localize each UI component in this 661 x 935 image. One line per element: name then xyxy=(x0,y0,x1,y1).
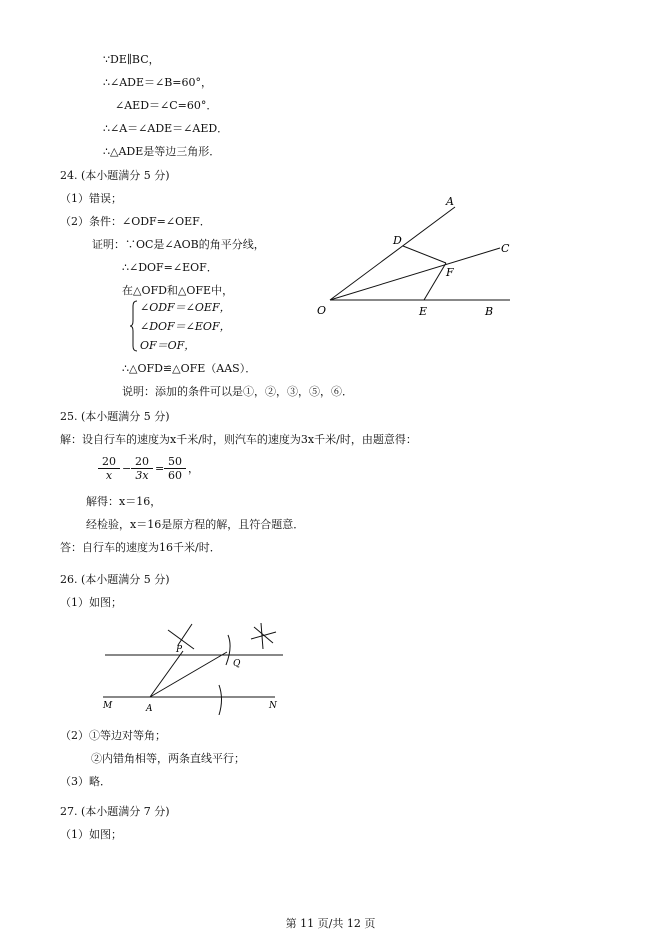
label-p: P xyxy=(176,645,183,655)
q24-system-eq3: OF＝OF， xyxy=(140,339,196,352)
segment-aq xyxy=(150,652,227,697)
label-m: M xyxy=(103,701,113,711)
q24-part2: （2）条件：∠ODF=∠OEF． xyxy=(60,215,211,228)
ray-oa xyxy=(330,207,455,300)
q25-verification: 经检验，x＝16是原方程的解，且符合题意． xyxy=(86,518,305,531)
q26-part2a: （2）①等边对等角； xyxy=(60,729,166,742)
q24-proof-line3: 在△OFD和△OFE中， xyxy=(122,284,234,297)
equation-comma: ， xyxy=(188,462,199,475)
q27-heading: 27. (本小题满分 7 分) xyxy=(60,805,170,818)
label-e: E xyxy=(419,305,428,318)
q26-construction-figure xyxy=(95,615,295,715)
q24-congruence: ∴△OFD≌△OFE（AAS）． xyxy=(122,362,257,375)
label-d: D xyxy=(393,234,402,247)
q24-part1: （1）错误； xyxy=(60,192,122,205)
segment-ap xyxy=(150,651,183,697)
proof-line-angle-aed: ∠AED＝∠C=60°． xyxy=(115,99,218,112)
q26-part3: （3）略． xyxy=(60,775,111,788)
ray-oc xyxy=(330,248,500,300)
minus-sign: − xyxy=(122,462,132,475)
arc-q xyxy=(226,635,230,665)
proof-line-angle-ade: ∴∠ADE＝∠B=60°， xyxy=(103,76,213,89)
label-f: F xyxy=(446,266,454,279)
fraction-20-over-x: $\frac{20}{x}$ xyxy=(98,455,120,483)
proof-line-conclusion: ∴△ADE是等边三角形． xyxy=(103,145,221,158)
arc-mark-top3 xyxy=(251,632,276,639)
label-o: O xyxy=(317,304,327,317)
arc-lower xyxy=(219,685,222,715)
label-b: B xyxy=(485,305,494,318)
q26-heading: 26. (本小题满分 5 分) xyxy=(60,573,170,586)
q26-part2b: ②内错角相等，两条直线平行； xyxy=(91,752,245,765)
q24-system-eq2: ∠DOF＝∠EOF， xyxy=(140,320,231,333)
fraction-50-over-60: $\frac{50}{60}$ xyxy=(164,455,186,483)
system-brace xyxy=(129,300,139,352)
q24-proof-line2: ∴∠DOF=∠EOF． xyxy=(122,261,218,274)
q25-heading: 25. (本小题满分 5 分) xyxy=(60,410,170,423)
q24-heading: 24. (本小题满分 5 分) xyxy=(60,169,170,182)
q24-system-eq1: ∠ODF＝∠OEF， xyxy=(140,301,231,314)
q25-solution: 解得：x＝16， xyxy=(86,495,162,508)
page-footer: 第 11 页/共 12 页 xyxy=(285,917,376,930)
equals-sign: = xyxy=(155,462,165,475)
label-c: C xyxy=(501,242,510,255)
q24-proof-line1: 证明：∵OC是∠AOB的角平分线， xyxy=(92,238,265,251)
q24-angle-figure xyxy=(300,190,530,320)
segment-ef xyxy=(424,263,446,300)
label-a: A xyxy=(446,195,454,208)
label-q: Q xyxy=(233,659,241,669)
segment-df xyxy=(403,246,446,263)
q25-setup: 解：设自行车的速度为x千米/时，则汽车的速度为3x千米/时，由题意得： xyxy=(60,433,417,446)
label-a2: A xyxy=(146,704,153,714)
q27-part1: （1）如图； xyxy=(60,828,122,841)
label-n: N xyxy=(269,701,277,711)
q26-part1: （1）如图； xyxy=(60,596,122,609)
q25-answer: 答：自行车的速度为16千米/时． xyxy=(60,541,221,554)
proof-line-parallel: ∵DE∥BC， xyxy=(103,53,160,66)
fraction-20-over-3x: $\frac{20}{3x}$ xyxy=(131,455,153,483)
q24-note: 说明：添加的条件可以是①，②，③，⑤，⑥． xyxy=(122,385,353,398)
proof-line-equal-angles: ∴∠A＝∠ADE＝∠AED． xyxy=(103,122,229,135)
